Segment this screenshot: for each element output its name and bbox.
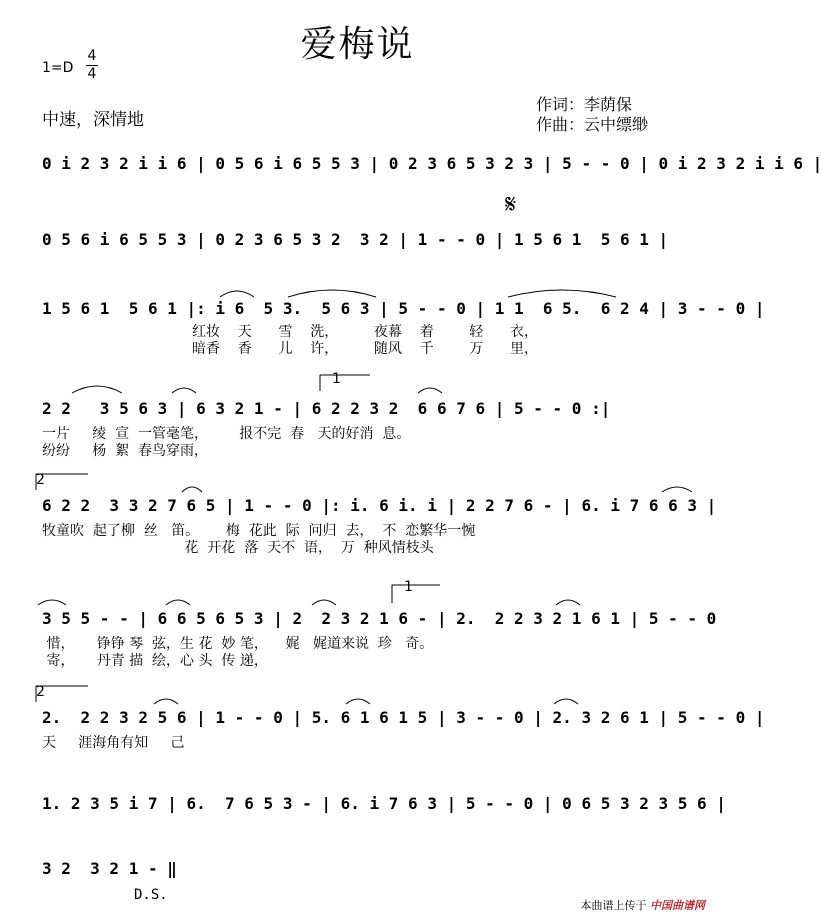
- dal-segno: D.S.: [134, 887, 168, 903]
- lyric-verse-2: 花 开花 落 天不 语， 万 种风情枝头: [42, 540, 434, 556]
- time-signature: [86, 48, 98, 83]
- ending-and-slurs: [42, 371, 688, 391]
- lyric-verse-1: 牧童吹 起了柳 丝 笛。 梅 花此 际 问归 去， 不 恋繁华一惋: [42, 523, 476, 539]
- notation: 2 2 3 5 6 3 | 6 3 2 1 - | 6 2 2 3 2 6 6 7 6 | 5 - - 0 :|: [42, 399, 611, 418]
- meter-top: 4: [87, 48, 97, 64]
- notation: 3 5 5 - - | 6 6 5 6 5 3 | 2 2 3 2 1 6 - | 2. 2 2 3 2 1 6 1 | 5 - - 0: [42, 609, 717, 628]
- ending-1-number: 1: [404, 579, 413, 595]
- ending-1-number: 1: [332, 371, 341, 387]
- notation: 2. 2 2 3 2 5 6 | 1 - - 0 | 5. 6 1 6 1 5 | 3 - - 0 | 2. 3 2 6 1 | 5 - - 0 |: [42, 708, 765, 727]
- tempo-marking: 中速，深情地: [42, 110, 144, 130]
- lyric-verse-1: 惜， 铮铮 琴 弦，生 花 妙 笔， 娓 娓道来说 珍 奇。: [42, 636, 434, 652]
- lyric-verse-2: 寄， 丹青 描 绘，心 头 传 递，: [42, 653, 268, 669]
- notation: 6 2 2 3 3 2 7 6 5 | 1 - - 0 |: i. 6 i. i | 2 2 7 6 - | 6. i 7 6 6 3 |: [42, 496, 717, 515]
- song-title: 爱梅说: [300, 24, 415, 65]
- site-logo: 中国曲谱网: [650, 899, 705, 912]
- lyricist: 作词：李荫保: [536, 95, 633, 114]
- notation: 0 i 2 3 2 i i 6 | 0 5 6 i 6 5 5 3 | 0 2 3 6 5 3 2 3 | 5 - - 0 | 0 i 2 3 2 i i 6 |: [42, 154, 822, 173]
- score-line-5: [36, 472, 717, 556]
- score-line-3: [42, 295, 765, 357]
- ending-and-slurs: [42, 472, 688, 492]
- score-line-7: [36, 684, 765, 751]
- score-line-9: [42, 855, 688, 903]
- notation: 3 2 3 2 1 - ‖: [42, 859, 177, 878]
- notation: 1. 2 3 5 i 7 | 6. 7 6 5 3 - | 6. i 7 6 3 | 5 - - 0 | 0 6 5 3 2 3 5 6 |: [42, 794, 726, 813]
- ending-2-number: 2: [36, 684, 45, 700]
- footer-text: 本曲谱上传于: [580, 899, 647, 912]
- segno-sign: 𝄋: [505, 190, 517, 220]
- ending-2-number: 2: [36, 472, 45, 488]
- lyric-verse-2: 纷纷 杨 絮 春鸟穿雨，: [42, 443, 209, 459]
- score-line-8: [42, 790, 726, 820]
- ending-and-slurs: [42, 579, 688, 603]
- score-line-2: [42, 226, 688, 256]
- notation: 0 5 6 i 6 5 5 3 | 0 2 3 6 5 3 2 3 2 | 1 - - 0 | 1 5 6 1 5 6 1 |: [42, 230, 669, 249]
- notation: 1 5 6 1 5 6 1 |: i 6 5 3. 5 6 3 | 5 - - 0 | 1 1 6 5. 6 2 4 | 3 - - 0 |: [42, 299, 765, 318]
- credits: [536, 95, 648, 135]
- slur-marks: [42, 289, 688, 299]
- meter-bottom: 4: [87, 66, 97, 82]
- score-line-1: [42, 150, 822, 180]
- ending-and-slurs: [42, 684, 688, 704]
- composer: 作曲：云中缥缈: [536, 115, 649, 134]
- score-line-4: [42, 371, 688, 459]
- key-signature: 1=D: [42, 60, 74, 76]
- lyric-verse-2: 暗香 香 儿 许， 随风 千 万 里，: [192, 341, 539, 357]
- upload-footer: [581, 897, 706, 913]
- lyric-verse-1: 一片 绫 宣 一管毫笔， 报不完 春 天的好消 息。: [42, 426, 411, 442]
- lyric-verse-1: 天 涯海角有知 己: [42, 735, 185, 751]
- score-line-6: [42, 579, 717, 669]
- lyric-verse-1: 红妆 天 雪 洗， 夜幕 着 轻 衣，: [192, 324, 539, 340]
